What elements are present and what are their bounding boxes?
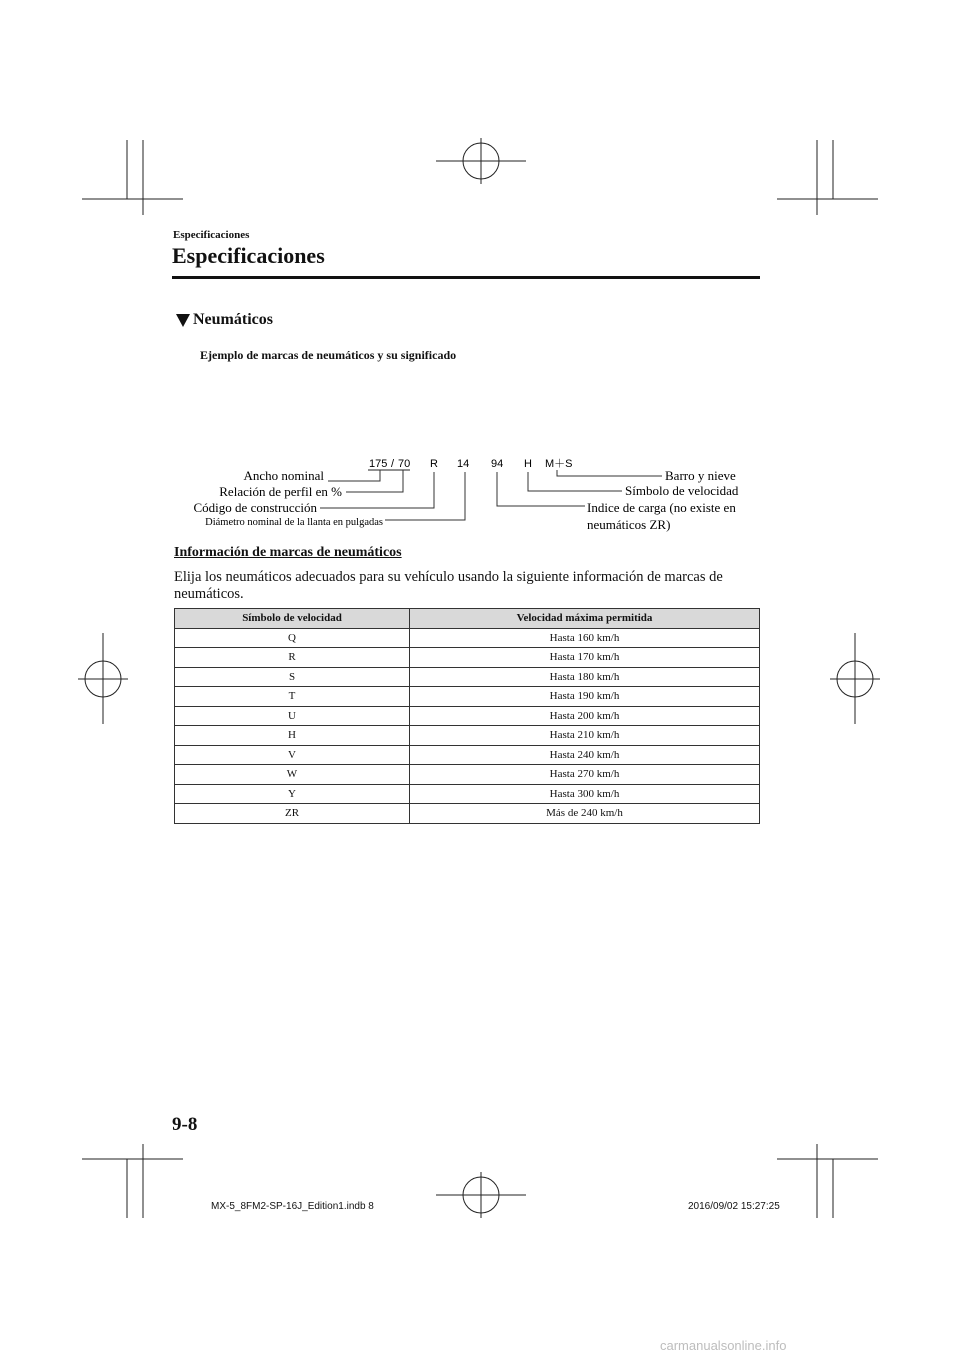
label-nominal-width: Ancho nominal bbox=[243, 468, 324, 483]
label-construction: Código de construcción bbox=[193, 500, 317, 515]
code-ratio: 70 bbox=[398, 458, 411, 470]
chapter-title: Especificaciones bbox=[172, 243, 325, 268]
max-speed-cell: Hasta 270 km/h bbox=[410, 765, 760, 785]
max-speed-cell: Hasta 160 km/h bbox=[410, 628, 760, 648]
speed-symbol-cell: Y bbox=[175, 784, 410, 804]
diagram-caption: Ejemplo de marcas de neumáticos y su significado bbox=[200, 348, 457, 362]
table-row bbox=[175, 687, 760, 707]
tire-codes bbox=[369, 458, 573, 470]
table-row bbox=[175, 784, 760, 804]
code-diameter: 14 bbox=[457, 458, 470, 470]
code-mud-snow: M＋S bbox=[545, 458, 573, 470]
label-speed-symbol: Símbolo de velocidad bbox=[625, 483, 739, 498]
label-load-index: Indice de carga (no existe en bbox=[587, 500, 736, 515]
speed-symbol-cell: W bbox=[175, 765, 410, 785]
max-speed-cell: Hasta 180 km/h bbox=[410, 667, 760, 687]
code-slash: / bbox=[391, 458, 395, 470]
tire-marking-diagram bbox=[0, 0, 960, 560]
max-speed-cell: Hasta 200 km/h bbox=[410, 706, 760, 726]
table-row bbox=[175, 667, 760, 687]
code-width: 175 bbox=[369, 458, 388, 470]
max-speed-cell: Más de 240 km/h bbox=[410, 804, 760, 824]
speed-symbol-cell: V bbox=[175, 745, 410, 765]
max-speed-cell: Hasta 300 km/h bbox=[410, 784, 760, 804]
speed-symbol-cell: R bbox=[175, 648, 410, 668]
label-rim-diameter: Diámetro nominal de la llanta en pulgadas bbox=[205, 517, 383, 528]
subsection-title: Información de marcas de neumáticos bbox=[174, 545, 402, 560]
column-header: Símbolo de velocidad bbox=[175, 609, 410, 629]
max-speed-cell: Hasta 170 km/h bbox=[410, 648, 760, 668]
table-row bbox=[175, 648, 760, 668]
label-aspect-ratio: Relación de perfil en % bbox=[219, 484, 342, 499]
page-number: 9-8 bbox=[172, 1114, 198, 1135]
table-row bbox=[175, 628, 760, 648]
max-speed-cell: Hasta 210 km/h bbox=[410, 726, 760, 746]
code-construction: R bbox=[430, 458, 438, 470]
speed-symbol-cell: U bbox=[175, 706, 410, 726]
code-load: 94 bbox=[491, 458, 504, 470]
column-header: Velocidad máxima permitida bbox=[410, 609, 760, 629]
label-mud-snow: Barro y nieve bbox=[665, 468, 736, 483]
speed-symbol-cell: ZR bbox=[175, 804, 410, 824]
max-speed-cell: Hasta 240 km/h bbox=[410, 745, 760, 765]
speed-symbol-cell: T bbox=[175, 687, 410, 707]
table-row bbox=[175, 745, 760, 765]
table-row bbox=[175, 804, 760, 824]
code-speed: H bbox=[524, 458, 532, 470]
speed-symbol-table bbox=[174, 608, 760, 824]
table-header-row bbox=[175, 609, 760, 629]
footer-timestamp: 2016/09/02 15:27:25 bbox=[688, 1201, 780, 1212]
body-paragraph: Elija los neumáticos adecuados para su vehículo usando la siguiente información de marcas de neumáticos. bbox=[174, 569, 723, 602]
running-header: Especificaciones bbox=[173, 229, 250, 241]
speed-symbol-cell: S bbox=[175, 667, 410, 687]
footer-filename: MX-5_8FM2-SP-16J_Edition1.indb 8 bbox=[211, 1201, 374, 1212]
speed-symbol-cell: Q bbox=[175, 628, 410, 648]
table-row bbox=[175, 726, 760, 746]
watermark: carmanualsonline.info bbox=[660, 1338, 787, 1353]
table-row bbox=[175, 765, 760, 785]
label-load-index-cont: neumáticos ZR) bbox=[587, 517, 671, 532]
max-speed-cell: Hasta 190 km/h bbox=[410, 687, 760, 707]
section-title-text: Neumáticos bbox=[193, 311, 273, 328]
table-row bbox=[175, 706, 760, 726]
speed-symbol-cell: H bbox=[175, 726, 410, 746]
